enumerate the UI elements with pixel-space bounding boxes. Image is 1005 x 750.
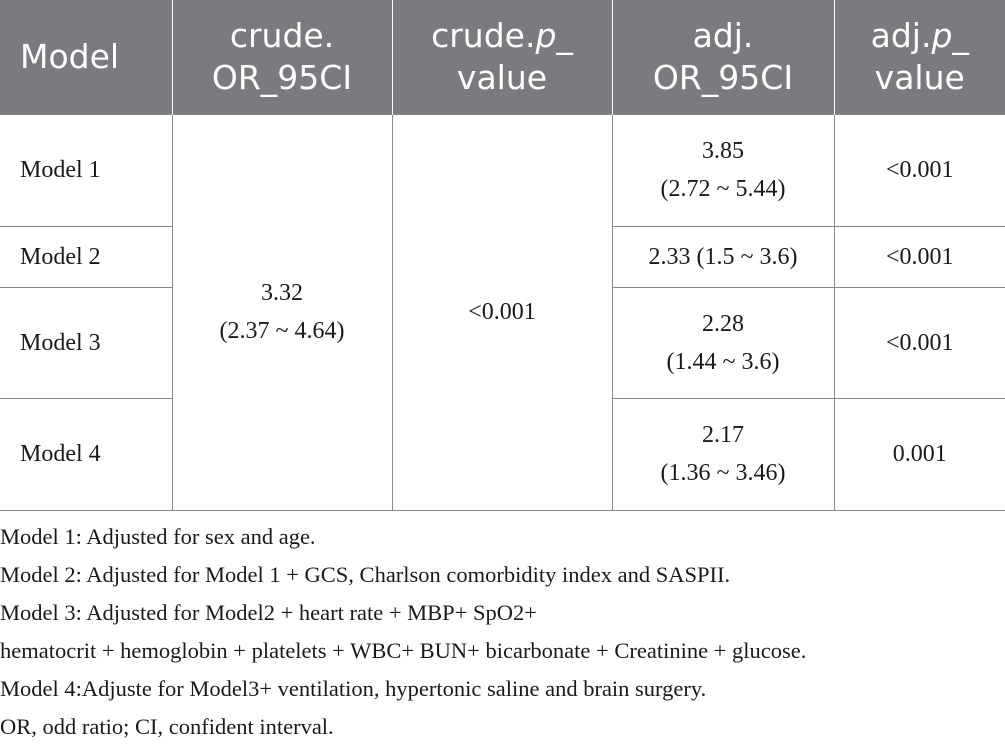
footnote: Model 2: Adjusted for Model 1 + GCS, Charlson comorbidity index and SASPII. — [0, 562, 731, 587]
adj-or-ci: (1.44 ~ 3.6) — [666, 348, 780, 375]
crude-p-cell: <0.001 — [392, 114, 612, 510]
adj-or-value: 3.85 — [702, 138, 744, 164]
adj-or-cell — [612, 287, 834, 398]
header-crude-or: crude. OR_95CI — [172, 0, 392, 114]
header-row — [0, 0, 1005, 114]
adj-or-cell — [612, 398, 834, 510]
adj-or-ci: (2.72 ~ 5.44) — [660, 176, 786, 202]
footnote: OR, odd ratio; CI, confident interval. — [0, 714, 334, 739]
table-footnotes — [0, 518, 806, 746]
adj-or-ci: (1.36 ~ 3.46) — [660, 460, 786, 486]
adj-p-cell: 0.001 — [834, 398, 1005, 510]
adj-or-value: 2.28 — [702, 310, 744, 337]
crude-or-ci: (2.37 ~ 4.64) — [219, 318, 345, 344]
header-model: Model — [0, 0, 172, 114]
adj-p-cell: <0.001 — [834, 114, 1005, 226]
header-adj-p: adj.p_ value — [834, 0, 1005, 114]
header-crude-p: crude.p_ value — [392, 0, 612, 114]
adj-or-value: 2.33 (1.5 ~ 3.6) — [648, 243, 798, 270]
adj-p-cell: <0.001 — [834, 287, 1005, 398]
footnote: Model 1: Adjusted for sex and age. — [0, 524, 316, 549]
adj-or-cell — [612, 226, 834, 287]
footnote: Model 3: Adjusted for Model2 + heart rate + MBP+ SpO2+ — [0, 600, 537, 625]
adj-or-cell — [612, 114, 834, 226]
header-adj-or: adj. OR_95CI — [612, 0, 834, 114]
table-row — [0, 114, 1005, 226]
crude-or-value: 3.32 — [261, 280, 303, 306]
footnote: Model 4:Adjuste for Model3+ ventilation, hypertonic saline and brain surgery. — [0, 676, 707, 701]
adj-or-value: 2.17 — [702, 422, 744, 448]
adj-p-cell: <0.001 — [834, 226, 1005, 287]
crude-or-cell — [172, 114, 392, 510]
model-cell: Model 4 — [0, 398, 172, 510]
model-cell: Model 2 — [0, 226, 172, 287]
model-cell: Model 1 — [0, 114, 172, 226]
model-cell: Model 3 — [0, 287, 172, 398]
footnote: hematocrit + hemoglobin + platelets + WBC+ BUN+ bicarbonate + Creatinine + glucose. — [0, 638, 807, 663]
